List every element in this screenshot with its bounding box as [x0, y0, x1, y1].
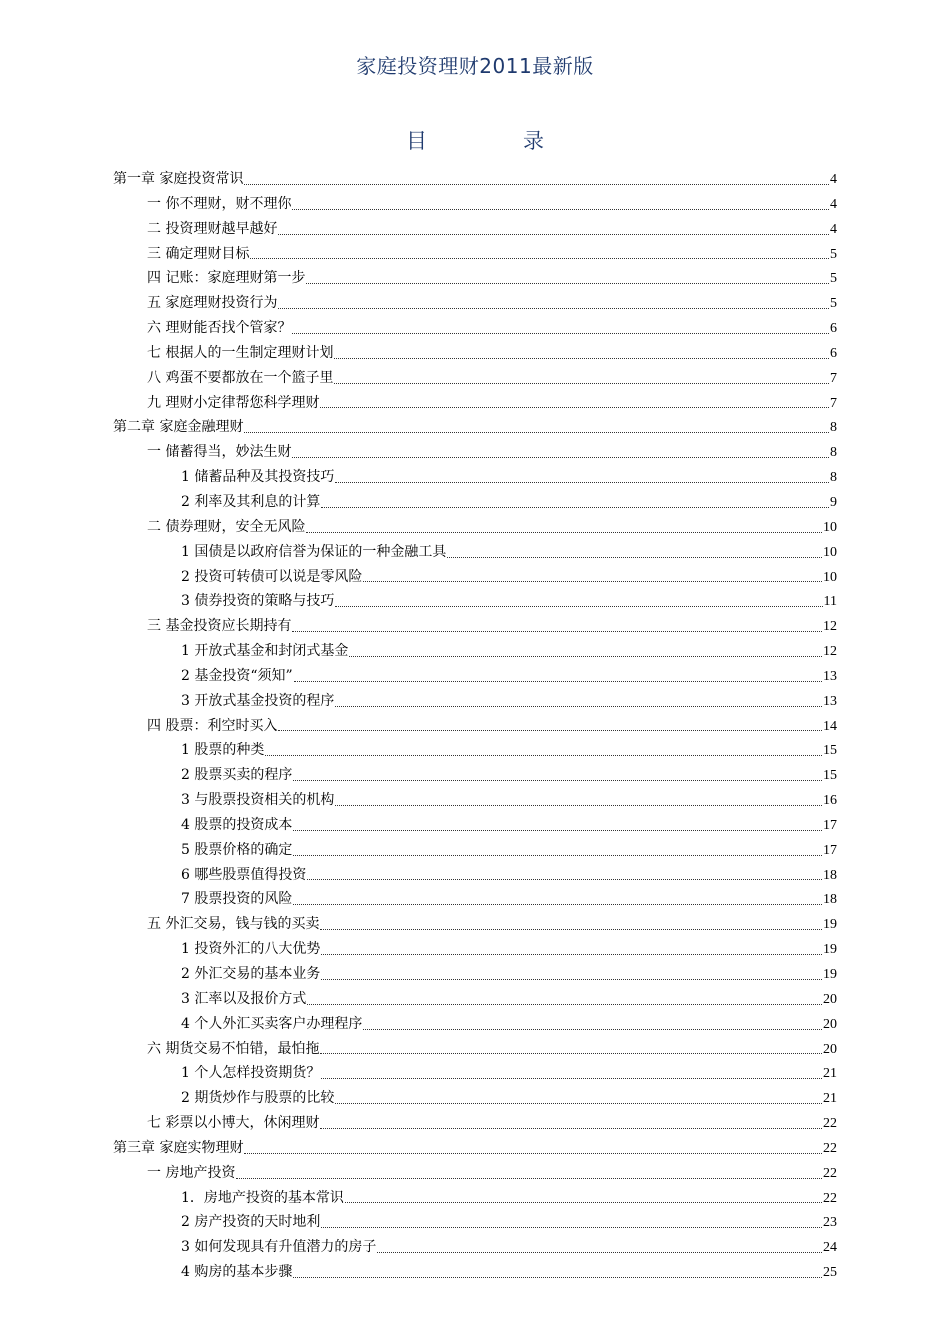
toc-entry[interactable] [113, 1086, 837, 1111]
toc-entry-label: 八 鸡蛋不要都放在一个篮子里 [147, 369, 334, 386]
toc-entry-page-number: 5 [830, 271, 837, 287]
toc-entry-label: 1 个人怎样投资期货？ [181, 1065, 321, 1082]
toc-entry-page-number: 19 [823, 967, 837, 982]
toc-entry-label: 二 债券理财，安全无风险 [147, 518, 306, 535]
toc-entry-page-number: 6 [830, 345, 837, 361]
toc-dot-leader [335, 706, 822, 707]
toc-entry[interactable] [113, 242, 837, 267]
toc-entry[interactable] [113, 738, 837, 763]
toc-entry[interactable] [113, 366, 837, 391]
toc-entry-label: 3 开放式基金投资的程序 [181, 692, 335, 709]
toc-entry[interactable] [113, 440, 837, 465]
toc-entry-page-number: 5 [830, 296, 837, 312]
toc-entry-label: 2 股票买卖的程序 [181, 767, 293, 784]
toc-dot-leader [250, 258, 829, 259]
toc-entry-label: 九 理财小定律帮您科学理财 [147, 394, 320, 411]
toc-entry-page-number: 6 [830, 321, 837, 337]
toc-entry-label: 4 购房的基本步骤 [181, 1264, 293, 1281]
toc-entry-page-number: 22 [823, 1165, 837, 1181]
toc-entry-label: 4 股票的投资成本 [181, 816, 293, 833]
toc-entry-label: 1 国债是以政府信誉为保证的一种金融工具 [181, 543, 447, 560]
toc-dot-leader [335, 482, 829, 483]
toc-entry[interactable] [113, 465, 837, 490]
toc-entry-page-number: 19 [823, 942, 837, 958]
toc-entry-page-number: 9 [830, 494, 837, 510]
toc-dot-leader [345, 1202, 822, 1203]
toc-entry[interactable] [113, 1012, 837, 1037]
toc-entry[interactable] [113, 515, 837, 540]
toc-dot-leader [292, 333, 829, 334]
toc-entry-page-number: 4 [830, 196, 837, 212]
toc-entry-page-number: 18 [823, 892, 837, 908]
toc-dot-leader [334, 358, 829, 359]
toc-entry-label: 7 股票投资的风险 [181, 891, 293, 908]
toc-dot-leader [307, 1004, 822, 1005]
toc-entry[interactable] [113, 788, 837, 813]
toc-dot-leader [265, 755, 822, 756]
toc-entry-label: 2 期货炒作与股票的比较 [181, 1090, 335, 1107]
toc-dot-leader [363, 1029, 822, 1030]
toc-entry-label: 3 债券投资的策略与技巧 [181, 593, 335, 610]
toc-dot-leader [321, 1078, 822, 1079]
toc-entry[interactable] [113, 217, 837, 242]
toc-entry-page-number: 20 [823, 991, 837, 1007]
toc-entry-page-number: 8 [830, 470, 837, 486]
toc-entry-label: 二 投资理财越早越好 [147, 220, 278, 237]
toc-entry[interactable] [113, 291, 837, 316]
toc-dot-leader [321, 507, 829, 508]
toc-dot-leader [306, 532, 822, 533]
toc-dot-leader [320, 1128, 822, 1129]
toc-entry-label: 1 储蓄品种及其投资技巧 [181, 469, 335, 486]
toc-entry[interactable] [113, 540, 837, 565]
toc-dot-leader [292, 209, 829, 210]
toc-entry[interactable] [113, 863, 837, 888]
toc-entry[interactable] [113, 689, 837, 714]
toc-dot-leader [293, 780, 822, 781]
toc-entry-label: 五 家庭理财投资行为 [147, 295, 278, 312]
toc-entry-page-number: 4 [830, 172, 837, 187]
toc-entry[interactable] [113, 614, 837, 639]
toc-entry-page-number: 16 [823, 793, 837, 809]
toc-entry[interactable] [113, 887, 837, 912]
toc-entry[interactable] [113, 1061, 837, 1086]
toc-dot-leader [244, 184, 829, 185]
toc-entry-page-number: 21 [823, 1091, 837, 1107]
toc-entry-page-number: 19 [823, 917, 837, 933]
toc-entry[interactable] [113, 838, 837, 863]
toc-entry[interactable] [113, 987, 837, 1012]
toc-entry-page-number: 12 [823, 644, 837, 660]
toc-entry-label: 3 如何发现具有升值潜力的房子 [181, 1239, 377, 1256]
toc-entry[interactable] [113, 813, 837, 838]
toc-dot-leader [320, 929, 822, 930]
toc-entry[interactable] [113, 316, 837, 341]
toc-entry-page-number: 22 [823, 1190, 837, 1206]
toc-entry[interactable] [113, 167, 837, 192]
toc-entry[interactable] [113, 1111, 837, 1136]
toc-entry-page-number: 25 [823, 1265, 837, 1281]
toc-entry-page-number: 10 [823, 569, 837, 585]
toc-entry-label: 六 理财能否找个管家？ [147, 320, 292, 337]
toc-dot-leader [321, 979, 822, 980]
toc-entry[interactable] [113, 962, 837, 987]
toc-entry-label: 第二章 家庭金融理财 [113, 419, 244, 436]
toc-dot-leader [293, 830, 822, 831]
toc-entry[interactable] [113, 565, 837, 590]
toc-entry[interactable] [113, 415, 837, 440]
toc-dot-leader [320, 407, 829, 408]
toc-entry-page-number: 20 [823, 1041, 837, 1057]
toc-dot-leader [244, 1153, 822, 1154]
toc-dot-leader [335, 805, 822, 806]
toc-entry-label: 2 基金投资“须知” [181, 667, 293, 684]
toc-entry-label: 三 确定理财目标 [147, 245, 250, 262]
toc-entry-label: 一 储蓄得当，妙法生财 [147, 444, 292, 461]
toc-entry-label: 1．房地产投资的基本常识 [181, 1189, 344, 1206]
toc-entry-page-number: 7 [830, 370, 837, 386]
toc-dot-leader [292, 457, 829, 458]
toc-entry[interactable] [113, 1260, 837, 1285]
toc-dot-leader [334, 383, 829, 384]
toc-dot-leader [293, 855, 822, 856]
toc-entry[interactable] [113, 912, 837, 937]
toc-dot-leader [236, 1178, 822, 1179]
toc-entry-label: 六 期货交易不怕错，最怕拖 [147, 1040, 320, 1057]
toc-dot-leader [335, 1103, 822, 1104]
toc-entry[interactable] [113, 391, 837, 416]
toc-dot-leader [335, 606, 822, 607]
toc-entry[interactable] [113, 664, 837, 689]
toc-entry[interactable] [113, 1037, 837, 1062]
toc-entry[interactable] [113, 1210, 837, 1235]
toc-entry-page-number: 15 [823, 743, 837, 759]
toc-entry[interactable] [113, 589, 837, 614]
toc-entry-label: 1 开放式基金和封闭式基金 [181, 643, 349, 660]
toc-dot-leader [447, 557, 822, 558]
toc-dot-leader [293, 904, 822, 905]
toc-entry-label: 1 投资外汇的八大优势 [181, 941, 321, 958]
toc-dot-leader [278, 234, 829, 235]
toc-entry[interactable] [113, 714, 837, 739]
toc-entry-page-number: 4 [830, 221, 837, 237]
toc-entry-label: 6 哪些股票值得投资 [181, 866, 307, 883]
toc-entry[interactable] [113, 490, 837, 515]
toc-entry-page-number: 10 [823, 544, 837, 560]
toc-entry-page-number: 13 [823, 668, 837, 684]
toc-entry[interactable] [113, 763, 837, 788]
toc-dot-leader [320, 1053, 822, 1054]
toc-entry[interactable] [113, 1235, 837, 1260]
toc-dot-leader [306, 283, 829, 284]
toc-entry[interactable] [113, 639, 837, 664]
toc-entry-label: 1 股票的种类 [181, 742, 265, 759]
toc-entry-label: 5 股票价格的确定 [181, 841, 293, 858]
toc-entry-label: 一 房地产投资 [147, 1164, 236, 1181]
toc-entry[interactable] [113, 341, 837, 366]
toc-dot-leader [377, 1252, 822, 1253]
toc-dot-leader [292, 631, 822, 632]
toc-title: 目录 [406, 129, 640, 153]
toc-entry-page-number: 11 [823, 594, 837, 610]
toc-entry-page-number: 23 [823, 1215, 837, 1231]
toc-entry[interactable] [113, 1161, 837, 1186]
toc-entry-label: 一 你不理财，财不理你 [147, 195, 292, 212]
toc-entry[interactable] [113, 192, 837, 217]
toc-entry-page-number: 18 [823, 867, 837, 883]
toc-entry-page-number: 17 [823, 842, 837, 858]
toc-entry-label: 4 个人外汇买卖客户办理程序 [181, 1015, 363, 1032]
toc-entry[interactable] [113, 1186, 837, 1211]
toc-dot-leader [321, 1227, 822, 1228]
toc-entry-label: 第三章 家庭实物理财 [113, 1139, 244, 1156]
toc-entry-label: 3 汇率以及报价方式 [181, 990, 307, 1007]
toc-entry-label: 2 外汇交易的基本业务 [181, 966, 321, 982]
toc-entry-page-number: 15 [823, 768, 837, 784]
toc-dot-leader [321, 954, 822, 955]
toc-entry-page-number: 24 [823, 1240, 837, 1256]
toc-entry-label: 四 股票：利空时买入 [147, 717, 278, 734]
toc-entry-page-number: 8 [830, 445, 837, 461]
toc-entry[interactable] [113, 937, 837, 962]
toc-entry-page-number: 13 [823, 693, 837, 709]
toc-entry-label: 七 彩票以小博大，休闲理财 [147, 1115, 320, 1132]
toc-entry-label: 2 投资可转债可以说是零风险 [181, 568, 363, 585]
toc-entry-label: 第一章 家庭投资常识 [113, 171, 244, 187]
toc-entry-label: 三 基金投资应长期持有 [147, 618, 292, 635]
toc-dot-leader [244, 432, 829, 433]
toc-entry-page-number: 17 [823, 817, 837, 833]
toc-entry-label: 2 利率及其利息的计算 [181, 493, 321, 510]
toc-entry-label: 四 记账：家庭理财第一步 [147, 270, 306, 287]
toc-entry-label: 3 与股票投资相关的机构 [181, 792, 335, 809]
table-of-contents [113, 167, 837, 1285]
toc-dot-leader [349, 656, 822, 657]
toc-entry-page-number: 22 [823, 1140, 837, 1156]
toc-dot-leader [363, 581, 822, 582]
toc-dot-leader [307, 879, 822, 880]
toc-entry-page-number: 22 [823, 1116, 837, 1132]
toc-entry[interactable] [113, 1136, 837, 1161]
toc-entry-page-number: 5 [830, 246, 837, 262]
toc-entry-page-number: 7 [830, 395, 837, 411]
toc-entry-label: 五 外汇交易，钱与钱的买卖 [147, 916, 320, 933]
toc-entry-page-number: 20 [823, 1016, 837, 1032]
toc-entry[interactable] [113, 266, 837, 291]
toc-entry-page-number: 12 [823, 619, 837, 635]
toc-entry-page-number: 21 [823, 1066, 837, 1082]
toc-entry-page-number: 14 [823, 718, 837, 734]
toc-dot-leader [294, 681, 822, 682]
toc-dot-leader [278, 308, 829, 309]
toc-entry-label: 2 房产投资的天时地利 [181, 1214, 321, 1231]
toc-dot-leader [293, 1277, 822, 1278]
toc-entry-label: 七 根据人的一生制定理财计划 [147, 344, 334, 361]
toc-entry-page-number: 8 [830, 420, 837, 436]
document-header: 家庭投资理财2011最新版 [356, 54, 594, 78]
toc-dot-leader [278, 730, 822, 731]
toc-entry-page-number: 10 [823, 519, 837, 535]
